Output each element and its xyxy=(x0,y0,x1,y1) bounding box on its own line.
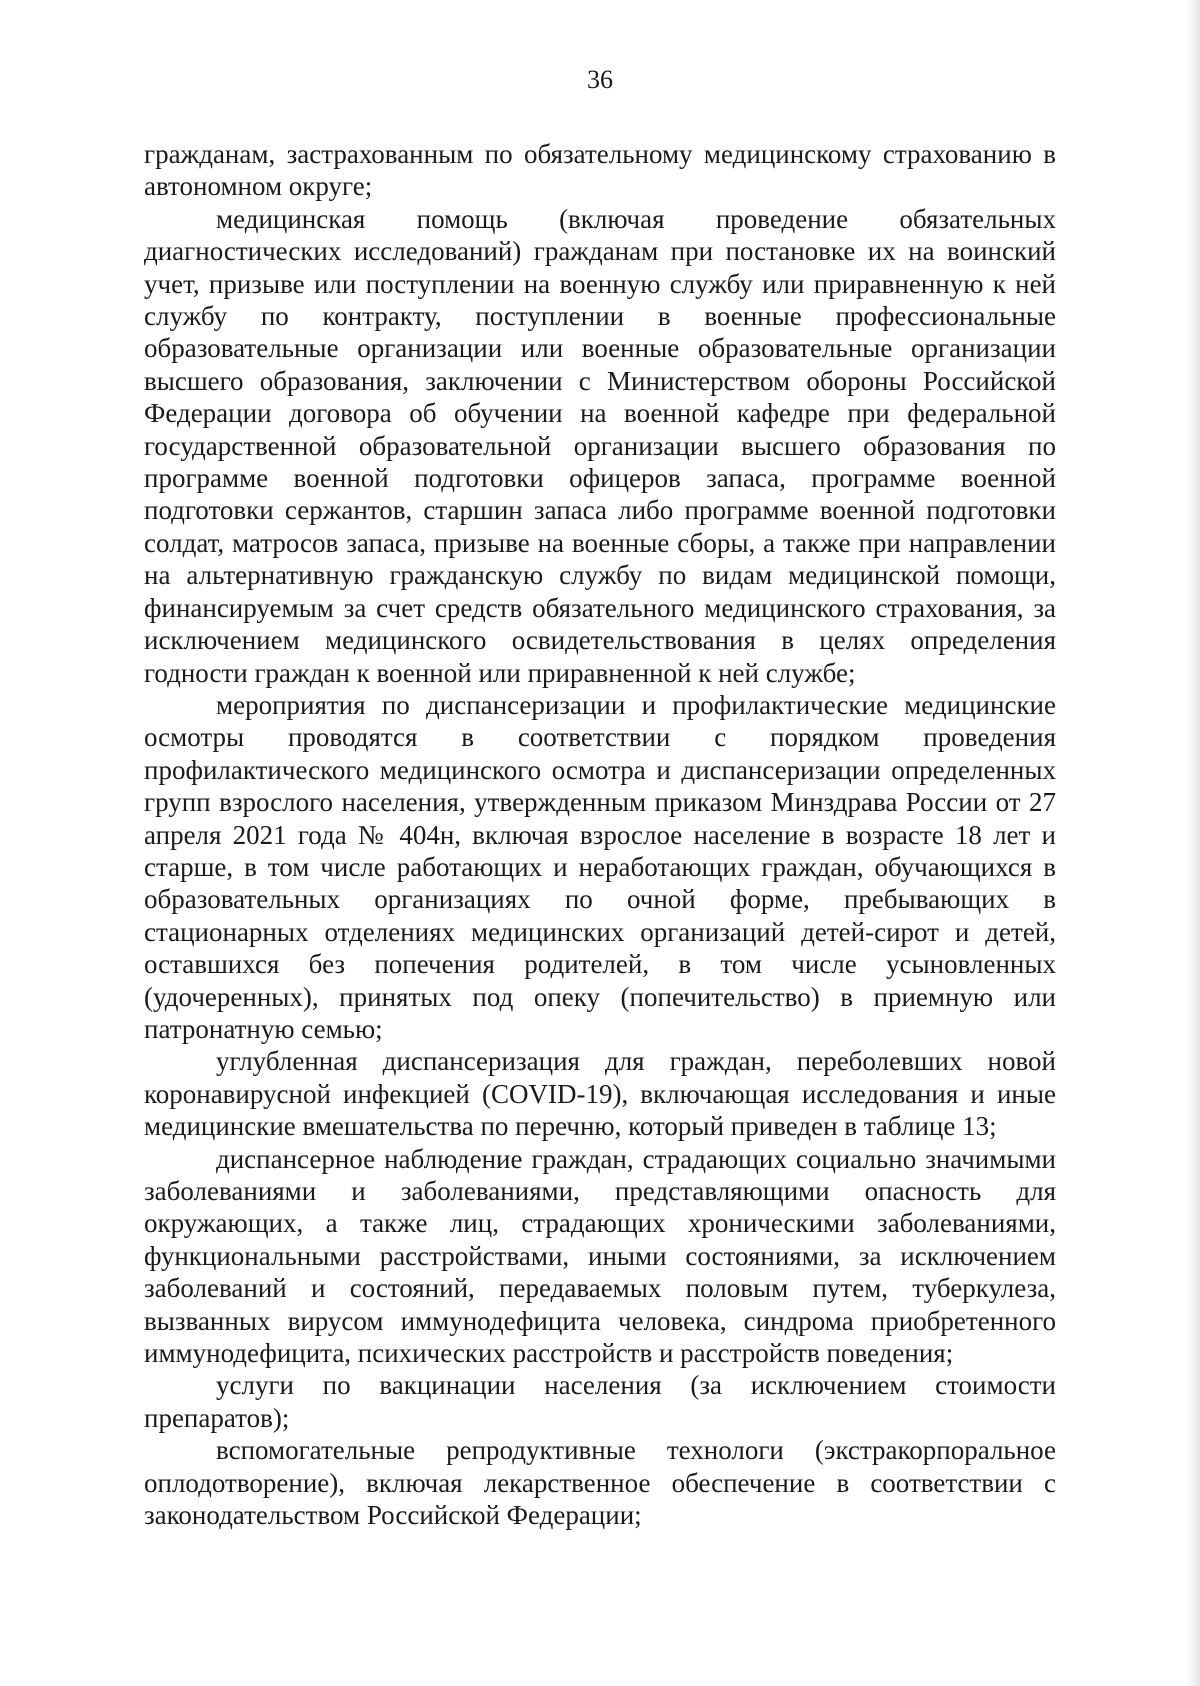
scan-edge-shadow xyxy=(1186,0,1200,1686)
paragraph-1: гражданам, застрахованным по обязательному медицинскому страхованию в автономном округе; xyxy=(144,139,1056,202)
paragraph-4: углубленная диспансеризация для граждан, переболевших новой коронавирусной инфекцией (COVID-19), включающая исследования и иные медицинские вмешательства по перечню, который приведен в таблице 13; xyxy=(144,1046,1056,1142)
paragraph-7: вспомогательные репродуктивные технологи (экстракорпоральное оплодотворение), включая лекарственное обеспечение в соответствии с законодательством Российской Федерации; xyxy=(144,1435,1056,1531)
page-number: 36 xyxy=(587,65,613,94)
paragraph-3: мероприятия по диспансеризации и профилактические медицинские осмотры проводятся в соответствии с порядком проведения профилактического медицинского осмотра и диспансеризации определенных групп взрослого населения, утвержденным приказом Минздрава России от 27 апреля 2021 года № 404н, включая взрослое население в возрасте 18 лет и старше, в том числе работающих и неработающих граждан, обучающихся в образовательных организациях по очной форме, пребывающих в стационарных отделениях медицинских организаций детей-сирот и детей, оставшихся без попечения родителей, в том числе усыновленных (удочеренных), принятых под опеку (попечительство) в приемную или патронатную семью; xyxy=(144,689,1056,1044)
document-body xyxy=(144,138,1056,1531)
paragraph-2: медицинская помощь (включая проведение обязательных диагностических исследований) гражданам при постановке их на воинский учет, призыве или поступлении на военную службу или приравненную к ней службу по контракту, поступлении в военные профессиональные образовательные организации или военные образовательные организации высшего образования, заключении с Министерством обороны Российской Федерации договора об обучении на военной кафедре при федеральной государственной образовательной организации высшего образования по программе военной подготовки офицеров запаса, программе военной подготовки сержантов, старшин запаса либо программе военной подготовки солдат, матросов запаса, призыве на военные сборы, а также при направлении на альтернативную гражданскую службу по видам медицинской помощи, финансируемым за счет средств обязательного медицинского страхования, за исключением медицинского освидетельствования в целях определения годности граждан к военной или приравненной к ней службе; xyxy=(144,203,1056,688)
paragraph-6: услуги по вакцинации населения (за исключением стоимости препаратов); xyxy=(144,1370,1056,1433)
paragraph-5: диспансерное наблюдение граждан, страдающих социально значимыми заболеваниями и заболеваниями, представляющими опасность для окружающих, а также лиц, страдающих хроническими заболеваниями, функциональными расстройствами, иными состояниями, за исключением заболеваний и состояний, передаваемых половым путем, туберкулеза, вызванных вирусом иммунодефицита человека, синдрома приобретенного иммунодефицита, психических расстройств и расстройств поведения; xyxy=(144,1143,1056,1369)
